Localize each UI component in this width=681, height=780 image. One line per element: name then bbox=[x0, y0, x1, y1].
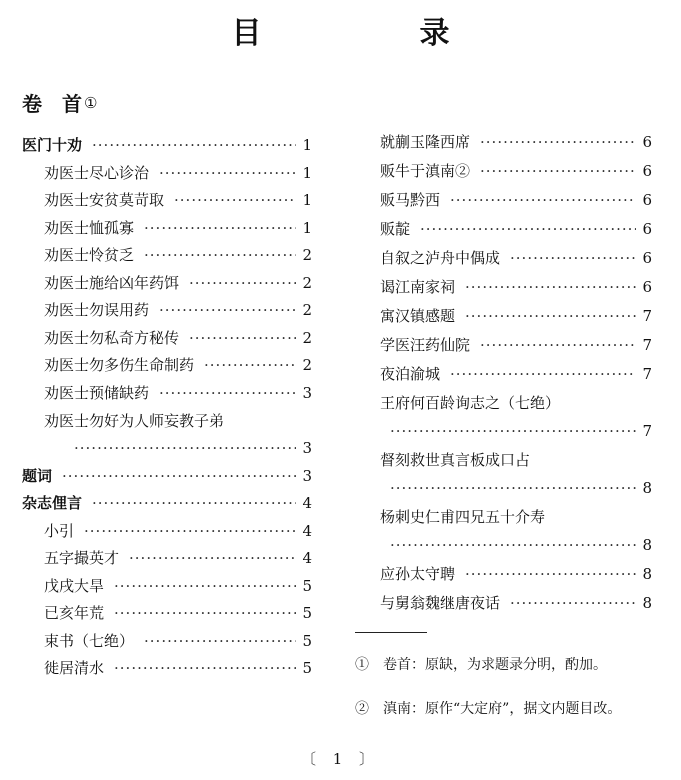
toc-entry-continuation bbox=[380, 531, 652, 560]
toc-entry bbox=[380, 589, 652, 618]
toc-entry bbox=[22, 655, 312, 683]
leader-dots bbox=[159, 380, 296, 408]
leader-dots bbox=[465, 560, 636, 589]
toc-entry-title: 劝医士尽心诊治 bbox=[44, 163, 150, 182]
toc-entry-title: 应孙太守聘 bbox=[380, 565, 456, 583]
toc-entry-title: 贩马黔西 bbox=[380, 191, 441, 209]
toc-entry bbox=[380, 128, 652, 157]
toc-page-number: 8 bbox=[642, 594, 652, 612]
toc-entry-title: 劝医士预储缺药 bbox=[44, 383, 150, 402]
toc-page-number: 2 bbox=[302, 273, 312, 292]
toc-entry bbox=[22, 160, 312, 188]
toc-entry-title: 自叙之泸舟中偶成 bbox=[380, 249, 501, 267]
footnote-1: ① 卷首：原缺，为求题录分明，酌加。 bbox=[355, 657, 607, 673]
toc-page-number: 5 bbox=[302, 631, 312, 650]
leader-dots bbox=[159, 160, 296, 188]
leader-dots bbox=[114, 573, 296, 601]
toc-entry bbox=[22, 600, 312, 628]
toc-page-number: 1 bbox=[302, 136, 312, 154]
toc-entry bbox=[380, 273, 652, 302]
toc-page-number: 8 bbox=[642, 536, 652, 554]
toc-page-number: 3 bbox=[302, 439, 312, 457]
toc-right-column bbox=[380, 128, 652, 618]
leader-dots bbox=[510, 244, 636, 273]
page-title: 目 录 bbox=[231, 16, 514, 51]
leader-dots bbox=[450, 360, 636, 389]
footnote-2: ② 滇南：原作“大定府”，据文内题目改。 bbox=[355, 701, 622, 717]
leader-dots bbox=[465, 302, 636, 331]
toc-entry-continuation bbox=[380, 474, 652, 503]
toc-entry-title: 谒江南家祠 bbox=[380, 278, 456, 296]
toc-entry-title: 贩牛于滇南② bbox=[380, 162, 471, 180]
toc-page-number: 7 bbox=[642, 336, 652, 354]
toc-entry-title: 寓汉镇感题 bbox=[380, 307, 456, 325]
toc-entry bbox=[22, 297, 312, 325]
leader-dots bbox=[390, 531, 636, 560]
toc-entry bbox=[380, 360, 652, 389]
toc-page-number: 3 bbox=[302, 466, 312, 485]
toc-entry bbox=[22, 545, 312, 573]
toc-entry-title: 督刻救世真言板成口占 bbox=[380, 451, 531, 469]
toc-entry bbox=[380, 560, 652, 589]
toc-entry-title: 劝医士怜贫乏 bbox=[44, 246, 135, 264]
toc-entry-title: 题词 bbox=[22, 466, 53, 485]
toc-entry bbox=[22, 270, 312, 298]
toc-entry-title: 杨刺史仁甫四兄五十介寿 bbox=[380, 508, 546, 526]
toc-entry-continuation bbox=[380, 417, 652, 446]
leader-dots bbox=[480, 331, 636, 360]
toc-entry-title: 王府何百龄询志之（七绝） bbox=[380, 394, 561, 412]
toc-page-number: 4 bbox=[302, 494, 312, 512]
leader-dots bbox=[189, 325, 296, 353]
toc-page-number: 6 bbox=[642, 249, 652, 267]
leader-dots bbox=[480, 128, 636, 157]
leader-dots bbox=[62, 463, 296, 491]
leader-dots bbox=[510, 589, 636, 618]
toc-entry-title: 学医汪药仙院 bbox=[380, 336, 471, 354]
toc-entry bbox=[22, 573, 312, 601]
toc-page-number: 2 bbox=[302, 328, 312, 347]
toc-entry-title: 劝医士勿私奇方秘传 bbox=[44, 328, 180, 347]
toc-entry-title: 戊戌大旱 bbox=[44, 576, 105, 595]
toc-page-number: 2 bbox=[302, 246, 312, 264]
toc-entry bbox=[380, 302, 652, 331]
toc-entry bbox=[22, 325, 312, 353]
toc-entry-title: 徙居清水 bbox=[44, 659, 105, 677]
section-heading bbox=[22, 88, 97, 117]
toc-entry bbox=[22, 463, 312, 491]
leader-dots bbox=[390, 474, 636, 503]
leader-dots bbox=[480, 157, 636, 186]
leader-dots bbox=[144, 628, 296, 656]
toc-page-number: 5 bbox=[302, 604, 312, 622]
toc-entry bbox=[380, 244, 652, 273]
toc-entry-title: 五字撮英才 bbox=[44, 549, 120, 567]
toc-page-number: 8 bbox=[642, 565, 652, 583]
leader-dots bbox=[92, 132, 296, 160]
toc-entry bbox=[380, 215, 652, 244]
toc-page-number: 6 bbox=[642, 278, 652, 296]
footnote-mark: ① bbox=[84, 94, 98, 112]
toc-page-number: 7 bbox=[642, 422, 652, 440]
toc-entry-title: 束书（七绝） bbox=[44, 631, 135, 650]
leader-dots bbox=[390, 417, 636, 446]
toc-page-number: 3 bbox=[302, 383, 312, 402]
toc-entry-title: 贩靛 bbox=[380, 220, 411, 238]
toc-entry-title: 小引 bbox=[44, 521, 75, 540]
toc-entry-title: 夜泊渝城 bbox=[380, 365, 441, 383]
toc-entry bbox=[22, 215, 312, 243]
toc-entry-title: 劝医士勿好为人师妄教子弟 bbox=[44, 412, 225, 430]
toc-entry-title: 劝医士勿多伤生命制药 bbox=[44, 356, 195, 374]
footnote-rule bbox=[355, 632, 427, 633]
toc-entry-title: 劝医士勿误用药 bbox=[44, 301, 150, 319]
section-label: 卷 首 bbox=[22, 92, 82, 116]
toc-entry-title: 与舅翁魏继唐夜话 bbox=[380, 594, 501, 612]
leader-dots bbox=[129, 545, 296, 573]
toc-entry-title: 劝医士安贫莫苛取 bbox=[44, 191, 165, 209]
leader-dots bbox=[84, 518, 296, 546]
leader-dots bbox=[204, 352, 296, 380]
toc-page-number: 5 bbox=[302, 659, 312, 677]
leader-dots bbox=[450, 186, 636, 215]
toc-page-number: 8 bbox=[642, 479, 652, 497]
toc-entry-title: 就蒯玉隆西席 bbox=[380, 133, 471, 151]
leader-dots bbox=[159, 297, 296, 325]
toc-entry-title: 杂志俚言 bbox=[22, 494, 83, 512]
toc-page-number: 2 bbox=[302, 301, 312, 319]
toc-page-number: 5 bbox=[302, 576, 312, 595]
toc-page-number: 6 bbox=[642, 191, 652, 209]
toc-page-number: 6 bbox=[642, 162, 652, 180]
toc-entry-title: 劝医士施给凶年药饵 bbox=[44, 273, 180, 292]
toc-entry bbox=[22, 187, 312, 215]
leader-dots bbox=[144, 215, 296, 243]
toc-page-number: 1 bbox=[302, 191, 312, 209]
leader-dots bbox=[92, 490, 296, 518]
toc-page-number: 6 bbox=[642, 220, 652, 238]
toc-entry bbox=[380, 331, 652, 360]
toc-entry bbox=[22, 132, 312, 160]
leader-dots bbox=[74, 435, 296, 463]
toc-page-number: 4 bbox=[302, 521, 312, 540]
toc-entry-title: 已亥年荒 bbox=[44, 604, 105, 622]
toc-entry-continuation bbox=[22, 435, 312, 463]
toc-entry bbox=[22, 518, 312, 546]
toc-page-number: 1 bbox=[302, 218, 312, 237]
toc-left-column bbox=[22, 132, 312, 683]
leader-dots bbox=[114, 600, 296, 628]
leader-dots bbox=[174, 187, 296, 215]
leader-dots bbox=[144, 242, 296, 270]
toc-page-number: 2 bbox=[302, 356, 312, 374]
toc-entry-title: 劝医士恤孤寡 bbox=[44, 218, 135, 237]
toc-page-number: 1 bbox=[302, 163, 312, 182]
toc-entry bbox=[22, 242, 312, 270]
toc-page-number: 6 bbox=[642, 133, 652, 151]
toc-entry bbox=[22, 352, 312, 380]
toc-entry bbox=[22, 628, 312, 656]
toc-entry bbox=[380, 157, 652, 186]
toc-entry bbox=[380, 186, 652, 215]
leader-dots bbox=[189, 270, 296, 298]
leader-dots bbox=[114, 655, 296, 683]
toc-entry-title: 医门十劝 bbox=[22, 136, 83, 154]
toc-page-number: 4 bbox=[302, 549, 312, 567]
leader-dots bbox=[465, 273, 636, 302]
leader-dots bbox=[420, 215, 636, 244]
toc-page-number: 7 bbox=[642, 307, 652, 325]
toc-page-number: 7 bbox=[642, 365, 652, 383]
toc-entry bbox=[22, 380, 312, 408]
toc-entry bbox=[22, 490, 312, 518]
page-number: 〔 1 〕 bbox=[300, 750, 381, 768]
